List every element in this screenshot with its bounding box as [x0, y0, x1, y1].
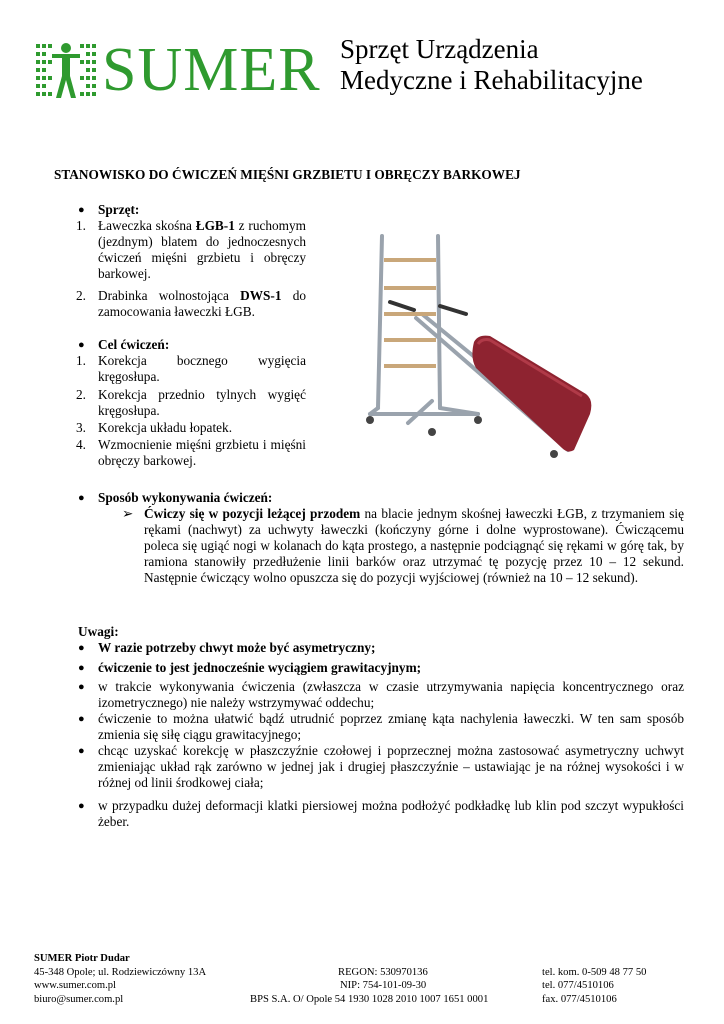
logo-text: SUMER [102, 36, 321, 104]
footer-mobile-phone: tel. kom. 0-509 48 77 50 [542, 967, 647, 978]
logo-figure-icon [36, 40, 98, 102]
note-item-6: w przypadku dużej deformacji klatki piersiowej można podłożyć podkładkę lub klin pod szczyt wypukłości żeber. [98, 798, 684, 829]
goal-item-2: Korekcja przednio tylnych wygięć kręgosłupa. [98, 387, 306, 418]
equipment-num-1: 1. [76, 218, 86, 233]
notes-section [54, 624, 684, 844]
goal-num-3: 3. [76, 420, 86, 435]
footer-regon: REGON: 530970136 [338, 967, 428, 978]
goal-item-4: Wzmocnienie mięśni grzbietu i mięśni obręczy barkowej. [98, 437, 306, 468]
method-bold-lead: Ćwiczy się w pozycji leżącej przodem [144, 506, 361, 521]
goals-section [54, 337, 314, 477]
page-title: STANOWISKO DO ĆWICZEŃ MIĘŚNI GRZBIETU I OBRĘCZY BARKOWEJ [54, 167, 521, 182]
footer-company: SUMER Piotr Dudar [34, 953, 130, 964]
equipment-item-1-pre: Ławeczka skośna [98, 218, 196, 233]
bullet-icon: ● [78, 642, 85, 654]
note-item-4: ćwiczenie to można ułatwić bądź utrudnić poprzez zmianę kąta nachylenia ławeczki. W ten sam sposób zmienia się siłę ciągu grawitacyjnego; [98, 711, 684, 742]
footer-address: 45-348 Opole; ul. Rodziewiczówny 13A [34, 967, 207, 978]
equipment-item-2-pre: Drabinka wolnostojąca [98, 288, 241, 303]
note-item-5: chcąc uzyskać korekcję w płaszczyźnie czołowej i poprzecznej można zastosować asymetryczny uchwyt zmieniając układ rąk zarówno w jednej jak i drugiej płaszczyźnie – ustawiając je na różnej wysokości i w różnej od linii środkowej ciała; [98, 743, 684, 790]
footer-bank: BPS S.A. O/ Opole 54 1930 1028 2010 1007 1651 0001 [250, 994, 489, 1005]
method-text: na blacie jednym skośnej ławeczki ŁGB, z trzymaniem się rękami (nachwyt) za uchwyty ławeczki (kończyny górne i dolne wyprostowane). Ćwiczącemu poleca się ugiąć nogi w kolanach do kąta prostego, a następnie podciągnąć się rękami w górę tak, by ramiona stanowiły przedłużenie linii barków oraz utrzymać tę pozycję przez 10 – 12 sekund. Następnie ćwiczący wolno opuszcza się do pozycji wyjściowej (również na 10 – 12 sekund). [144, 506, 685, 585]
footer-fax: fax. 077/4510106 [542, 994, 617, 1005]
footer-nip: NIP: 754-101-09-30 [340, 980, 427, 991]
footer-phone: tel. 077/4510106 [542, 980, 614, 991]
note-item-2: ćwiczenie to jest jednocześnie wyciągiem grawitacyjnym; [98, 660, 422, 675]
equipment-item-2-post: do zamocowania ławeczki ŁGB. [98, 288, 306, 319]
method-section [54, 490, 684, 610]
bullet-icon: ● [78, 800, 85, 812]
equipment-item-2 [98, 288, 306, 320]
goal-num-4: 4. [76, 437, 86, 452]
footer-website-link[interactable]: www.sumer.com.pl [34, 980, 116, 991]
bullet-icon: ● [78, 204, 85, 216]
equipment-item-1-post: z ruchomym (jezdnym) blatem do jednoczesnych ćwiczeń mięśni grzbietu i obręczy barkowej. [98, 218, 306, 281]
tagline-line-2: Medyczne i Rehabilitacyjne [340, 65, 643, 95]
equipment-heading: Sprzęt: [98, 202, 140, 217]
bullet-icon: ● [78, 339, 85, 351]
note-item-3: w trakcie wykonywania ćwiczenia (zwłaszcza w czasie utrzymywania napięcia koncentrycznego oraz izometrycznego) nie należy wstrzymywać oddechu; [98, 679, 684, 710]
method-description [144, 506, 684, 586]
goal-num-2: 2. [76, 387, 86, 402]
footer-email-link[interactable]: biuro@sumer.com.pl [34, 994, 124, 1005]
equipment-item-1-model: ŁGB-1 [195, 218, 235, 233]
bench-photo [318, 218, 626, 468]
bullet-icon: ● [78, 745, 85, 757]
note-item-1: W razie potrzeby chwyt może być asymetryczny; [98, 640, 376, 655]
arrow-bullet-icon: ➢ [122, 506, 134, 521]
bullet-icon: ● [78, 492, 85, 504]
company-logo [36, 36, 321, 104]
method-heading: Sposób wykonywania ćwiczeń: [98, 490, 273, 505]
bullet-icon: ● [78, 681, 85, 693]
notes-heading: Uwagi: [78, 624, 119, 639]
goal-item-3: Korekcja układu łopatek. [98, 420, 233, 435]
equipment-section [54, 202, 314, 322]
tagline-line-1: Sprzęt Urządzenia [340, 34, 539, 64]
company-tagline [340, 34, 643, 96]
equipment-num-2: 2. [76, 288, 86, 303]
bullet-icon: ● [78, 662, 85, 674]
goals-heading: Cel ćwiczeń: [98, 337, 170, 352]
goal-num-1: 1. [76, 353, 86, 368]
goal-item-1: Korekcja bocznego wygięcia kręgosłupa. [98, 353, 306, 384]
bullet-icon: ● [78, 713, 85, 725]
equipment-item-1 [98, 218, 306, 282]
equipment-item-2-model: DWS-1 [240, 288, 282, 303]
